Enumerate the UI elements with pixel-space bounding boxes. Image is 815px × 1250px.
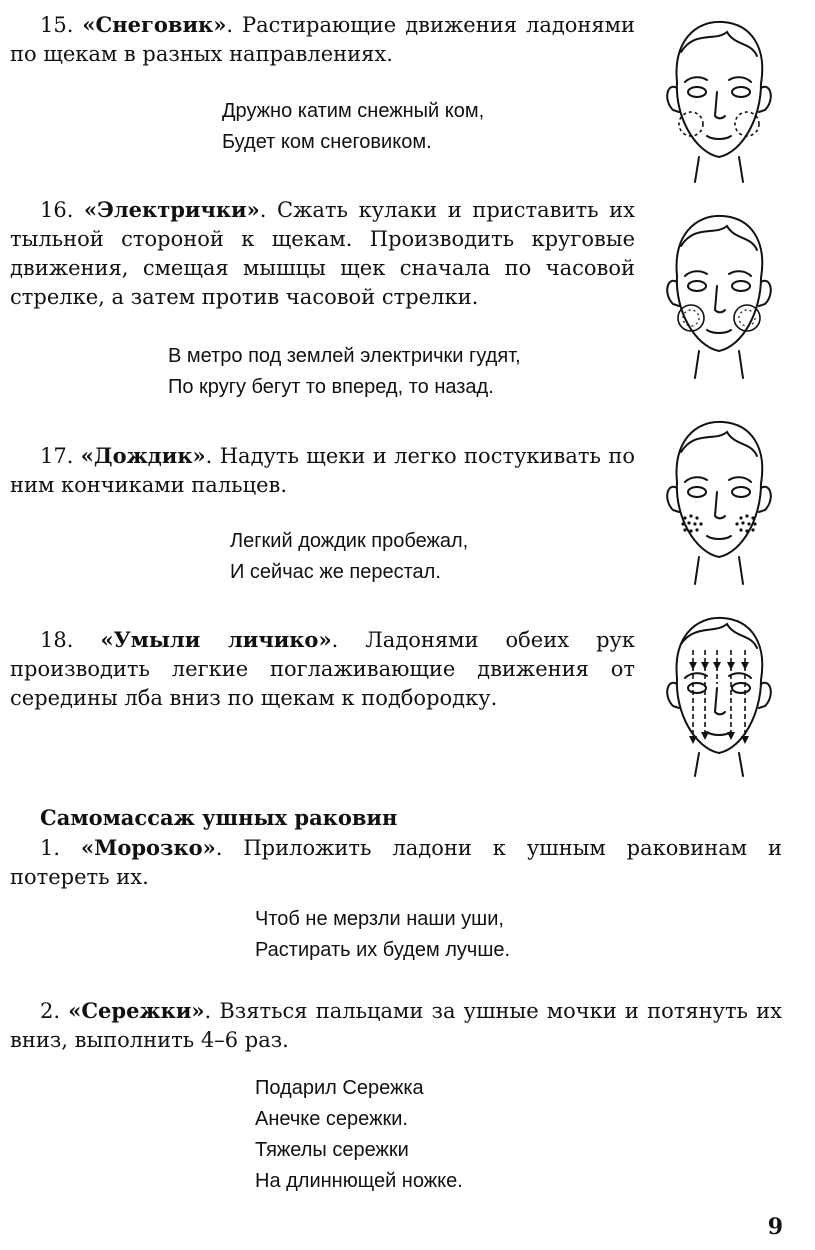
- exercise-title: «Дождик»: [80, 443, 206, 468]
- page-number: 9: [767, 1214, 783, 1240]
- exercise-title: «Умыли личико»: [100, 627, 332, 652]
- exercise-text: . Взяться пальцами за ушные мочки и потянуть их вниз, выполнить 4–6 раз.: [10, 999, 782, 1052]
- verse-line: Анечке сережки.: [255, 1108, 408, 1130]
- exercise-number: 1.: [40, 836, 61, 860]
- exercise-title: «Морозко»: [80, 835, 216, 860]
- exercise-17: [10, 441, 635, 500]
- exercise-text: . Приложить ладони к ушным раковинам и потереть их.: [10, 836, 782, 889]
- exercise-paragraph: [10, 996, 782, 1055]
- ear-exercise-1: [10, 833, 782, 892]
- verse-line: Чтоб не мерзли наши уши,: [255, 908, 504, 930]
- verse-16: [168, 341, 521, 403]
- exercise-title: «Сережки»: [68, 998, 205, 1023]
- verse-line: Будет ком снеговиком.: [222, 131, 432, 153]
- verse-line: Дружно катим снежный ком,: [222, 100, 485, 122]
- exercise-paragraph: [10, 195, 635, 312]
- verse-line: На длиннющей ножке.: [255, 1170, 463, 1192]
- face-arrows-icon: [655, 608, 780, 780]
- verse-ear-1: [255, 904, 510, 966]
- ear-exercise-2: [10, 996, 782, 1055]
- face-circles-icon: [655, 12, 780, 184]
- exercise-16: [10, 195, 635, 312]
- exercise-number: 2.: [40, 999, 61, 1023]
- verse-ear-2: [255, 1073, 463, 1197]
- verse-line: По кругу бегут то вперед, то назад.: [168, 376, 494, 398]
- exercise-number: 16.: [40, 198, 74, 222]
- verse-line: В метро под землей электрички гудят,: [168, 345, 521, 367]
- exercise-paragraph: [10, 833, 782, 892]
- exercise-paragraph: [10, 441, 635, 500]
- verse-line: И сейчас же перестал.: [230, 561, 441, 583]
- exercise-text: . Растирающие движения ладонями по щекам в разных направлениях.: [10, 13, 635, 66]
- exercise-text: . Надуть щеки и легко постукивать по ним кончиками пальцев.: [10, 444, 635, 497]
- exercise-paragraph: [10, 625, 635, 713]
- exercise-18: [10, 625, 635, 713]
- exercise-number: 15.: [40, 13, 74, 37]
- exercise-text: . Сжать кулаки и приставить их тыльной стороной к щекам. Производить круговые движения, смещая мышцы щек сначала по часовой стрелке, а затем против часовой стрелки.: [10, 198, 635, 309]
- exercise-number: 17.: [40, 444, 74, 468]
- verse-line: Легкий дождик пробежал,: [230, 530, 469, 552]
- section-heading: Самомассаж ушных раковин: [40, 805, 398, 830]
- verse-15: [222, 96, 484, 158]
- verse-line: Растирать их будем лучше.: [255, 939, 511, 961]
- verse-line: Подарил Сережка: [255, 1077, 424, 1099]
- exercise-title: «Электрички»: [84, 197, 260, 222]
- face-dots-icon: [655, 412, 780, 588]
- exercise-15: [10, 10, 635, 69]
- exercise-number: 18.: [40, 628, 74, 652]
- verse-line: Тяжелы сережки: [255, 1139, 409, 1161]
- exercise-title: «Снеговик»: [82, 12, 227, 37]
- exercise-paragraph: [10, 10, 635, 69]
- verse-17: [230, 526, 468, 588]
- exercise-text: . Ладонями обеих рук производить легкие поглаживающие движения от середины лба вниз по щекам к подбородку.: [10, 628, 635, 710]
- face-circles-icon: [655, 206, 780, 382]
